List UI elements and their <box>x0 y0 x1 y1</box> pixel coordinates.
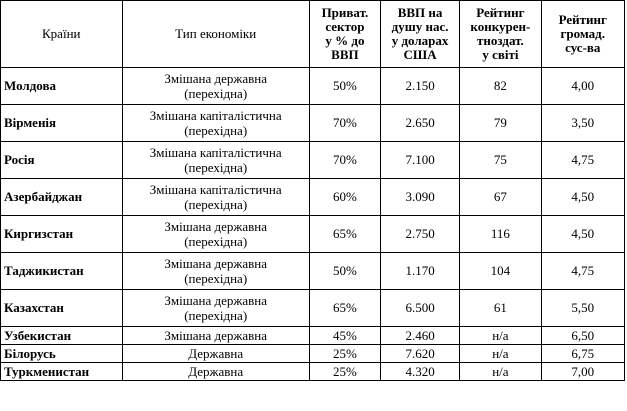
header-economy-type: Тип економіки <box>122 1 309 68</box>
table-row <box>1 327 625 345</box>
header-civil-line: сус-ва <box>565 40 601 55</box>
country-cell: Азербайджан <box>1 179 123 216</box>
private-sector-cell: 70% <box>309 105 380 142</box>
header-private-sector-line: ВВП <box>331 47 359 62</box>
table-row <box>1 68 625 105</box>
header-gdp-line: душу нас. <box>391 19 449 34</box>
header-civil-line: Рейтинг <box>558 12 607 27</box>
table-body <box>1 68 625 381</box>
economy-type-line: Змішана державна <box>164 71 267 86</box>
economy-type-line: Змішана державна <box>164 293 267 308</box>
table-row <box>1 216 625 253</box>
private-sector-cell: 60% <box>309 179 380 216</box>
economy-type-line: Змішана державна <box>164 256 267 271</box>
economy-type-line: Державна <box>188 346 244 361</box>
table-row <box>1 345 625 363</box>
civil-society-cell: 6,75 <box>541 345 624 363</box>
economy-type-line: Державна <box>188 364 244 379</box>
gdp-cell: 6.500 <box>380 290 459 327</box>
economy-type-line: (перехідна) <box>184 308 248 323</box>
private-sector-cell: 45% <box>309 327 380 345</box>
gdp-cell: 2.650 <box>380 105 459 142</box>
country-cell: Таджикистан <box>1 253 123 290</box>
economy-type-cell <box>122 253 309 290</box>
economy-type-line: (перехідна) <box>184 234 248 249</box>
economy-type-cell <box>122 105 309 142</box>
civil-society-cell: 4,00 <box>541 68 624 105</box>
private-sector-cell: 25% <box>309 363 380 381</box>
competitiveness-cell: 61 <box>460 290 541 327</box>
country-cell: Білорусь <box>1 345 123 363</box>
private-sector-cell: 65% <box>309 290 380 327</box>
header-competitiveness-line: Рейтинг <box>476 5 525 20</box>
header-gdp-line: США <box>403 47 437 62</box>
gdp-cell: 2.750 <box>380 216 459 253</box>
header-private-sector <box>309 1 380 68</box>
civil-society-cell: 7,00 <box>541 363 624 381</box>
table-row <box>1 105 625 142</box>
competitiveness-cell: н/а <box>460 363 541 381</box>
economy-type-cell <box>122 290 309 327</box>
economy-type-cell <box>122 345 309 363</box>
economy-type-line: (перехідна) <box>184 123 248 138</box>
economy-type-cell <box>122 179 309 216</box>
economy-type-line: (перехідна) <box>184 160 248 175</box>
header-private-sector-line: сектор <box>325 19 365 34</box>
economy-type-line: (перехідна) <box>184 271 248 286</box>
header-private-sector-line: у % до <box>325 33 365 48</box>
table-row <box>1 179 625 216</box>
country-cell: Вірменія <box>1 105 123 142</box>
gdp-cell: 7.100 <box>380 142 459 179</box>
table-row <box>1 290 625 327</box>
header-gdp-line: ВВП на <box>397 5 443 20</box>
economy-type-cell <box>122 142 309 179</box>
economy-type-cell <box>122 68 309 105</box>
country-cell: Киргизстан <box>1 216 123 253</box>
table-row <box>1 253 625 290</box>
header-competitiveness-line: тноздат. <box>477 33 524 48</box>
civil-society-cell: 4,75 <box>541 253 624 290</box>
economy-type-cell <box>122 363 309 381</box>
civil-society-cell: 5,50 <box>541 290 624 327</box>
economy-type-line: (перехідна) <box>184 197 248 212</box>
private-sector-cell: 50% <box>309 253 380 290</box>
competitiveness-cell: н/а <box>460 327 541 345</box>
economy-type-line: Змішана капіталістична <box>149 108 282 123</box>
header-gdp-line: у доларах <box>391 33 449 48</box>
country-cell: Казахстан <box>1 290 123 327</box>
economy-type-line: (перехідна) <box>184 86 248 101</box>
country-cell: Узбекистан <box>1 327 123 345</box>
competitiveness-cell: 116 <box>460 216 541 253</box>
country-cell: Молдова <box>1 68 123 105</box>
table-row <box>1 363 625 381</box>
country-cell: Туркменистан <box>1 363 123 381</box>
gdp-cell: 1.170 <box>380 253 459 290</box>
country-cell: Росія <box>1 142 123 179</box>
civil-society-cell: 4,50 <box>541 216 624 253</box>
header-competitiveness-rating <box>460 1 541 68</box>
gdp-cell: 3.090 <box>380 179 459 216</box>
civil-society-cell: 4,50 <box>541 179 624 216</box>
header-country: Країни <box>1 1 123 68</box>
header-civil-line: громад. <box>560 26 606 41</box>
private-sector-cell: 50% <box>309 68 380 105</box>
economy-type-line: Змішана державна <box>164 219 267 234</box>
competitiveness-cell: 67 <box>460 179 541 216</box>
header-civil-society-rating <box>541 1 624 68</box>
economy-type-cell <box>122 327 309 345</box>
header-row <box>1 1 625 68</box>
header-private-sector-line: Приват. <box>321 5 369 20</box>
civil-society-cell: 4,75 <box>541 142 624 179</box>
economy-type-line: Змішана капіталістична <box>149 145 282 160</box>
economy-type-line: Змішана капіталістична <box>149 182 282 197</box>
private-sector-cell: 65% <box>309 216 380 253</box>
gdp-cell: 2.150 <box>380 68 459 105</box>
gdp-cell: 4.320 <box>380 363 459 381</box>
gdp-cell: 2.460 <box>380 327 459 345</box>
civil-society-cell: 6,50 <box>541 327 624 345</box>
header-gdp-per-capita <box>380 1 459 68</box>
competitiveness-cell: 82 <box>460 68 541 105</box>
private-sector-cell: 25% <box>309 345 380 363</box>
competitiveness-cell: 104 <box>460 253 541 290</box>
table-row <box>1 142 625 179</box>
header-competitiveness-line: конкурен- <box>470 19 531 34</box>
economy-type-line: Змішана державна <box>164 328 267 343</box>
competitiveness-cell: 79 <box>460 105 541 142</box>
header-competitiveness-line: у світі <box>482 47 519 62</box>
competitiveness-cell: 75 <box>460 142 541 179</box>
private-sector-cell: 70% <box>309 142 380 179</box>
civil-society-cell: 3,50 <box>541 105 624 142</box>
economy-type-cell <box>122 216 309 253</box>
gdp-cell: 7.620 <box>380 345 459 363</box>
competitiveness-cell: н/а <box>460 345 541 363</box>
